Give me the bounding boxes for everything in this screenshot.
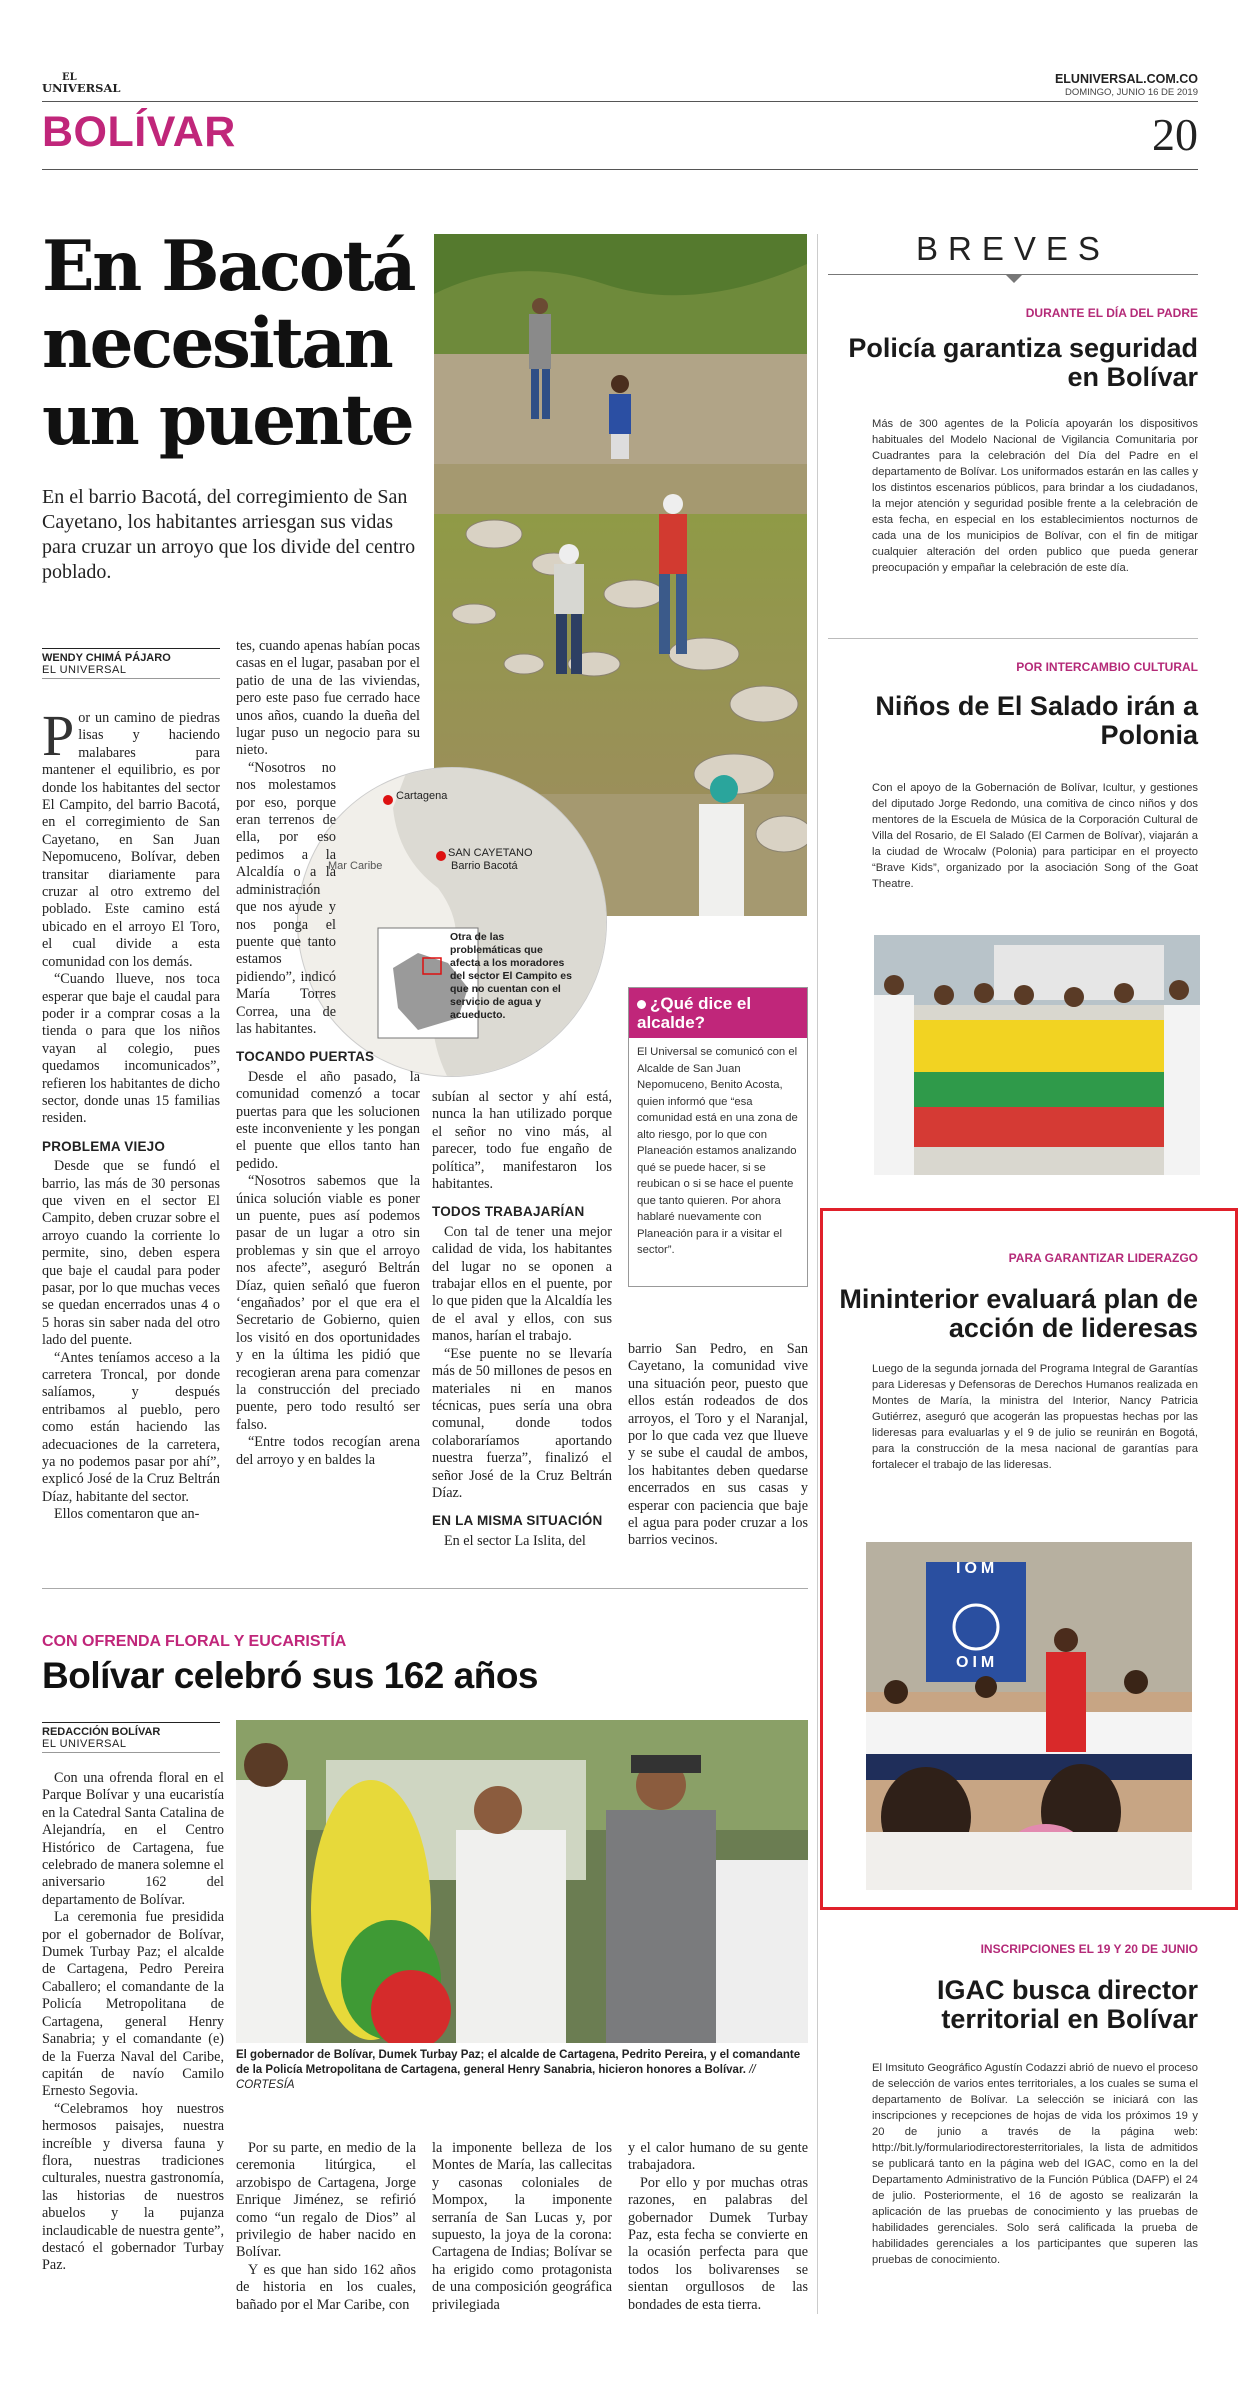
paragraph: En el sector La Islita, del: [444, 1532, 586, 1549]
page-number: 20: [1152, 109, 1198, 160]
photo-credit: // CORTESÍA: [236, 2064, 756, 2091]
breve-3-body: Luego de la segunda jornada del Programa Integral de Garantías para Lideresas y Defensoras de Derechos Humanos realizada en Montes de María, la ministra del Interior, Nancy Patricia Gutiérrez, aseguró que acogerán las propuestas hechas por las lideresas para evaluarlas y el 9 de julio se reunirán en Bogotá, para la construcción de la mesa nacional de garantías para fortalecer el trabajo de las lideresas.: [872, 1363, 1198, 1471]
paragraph: Por su parte, en medio de la ceremonia litúrgica, el arzobispo de Cartagena, Jorge Enrique Jiménez, se refirió como “un regalo de Dios” al privilegio de haber nacido en Bolívar.: [236, 2140, 416, 2261]
paragraph: subían al sector y ahí está, nunca la han utilizado porque el señor no vino más, al parecer, todo fue engaño de política”, manifestaron los habitantes.: [432, 1089, 612, 1193]
map-sea-label: Mar Caribe: [328, 860, 383, 872]
paragraph: Desde que se fundó el barrio, las más de 30 personas que viven en el sector El Campito, deben cruzar sobre el arroyo cuando la corriente lo permite, sino, deben espera que baje el caudal para poder pasar, por lo que muchas veces se quedan encerrados unas 4 o 5 horas sin saber nada del otro lado del puente.: [42, 1158, 220, 1349]
breve-4-title: IGAC busca director territorial en Bolívar: [936, 1975, 1198, 2034]
paragraph: barrio San Pedro, en San Cayetano, la comunidad vive una situación peor, puesto que ellos están rodeados de dos arroyos, el Toro y el Naranjal, por lo que cada vez que llueve y se sube el caudal de ambos, los habitantes deben quedarse encerrados en sus casas y esperar con paciencia que baje el agua para poder cruzar a los barrios vecinos.: [628, 1341, 808, 1549]
paragraph: “Cuando llueve, nos toca esperar que baje el caudal para poder ir a comprar cosas a la tienda o para que los niños vayan al colegio, pues quedamos incomunicados”, refieren los habitantes de dicho sector, donde unas 15 familias residen.: [42, 971, 220, 1127]
second-story-col-1: [42, 1770, 224, 2275]
paragraph: “Nosotros sabemos que la única solución viable es poner un puente, pues así podemos pasar de un lugar a otro sin problemas y sin que el arroyo nos afecte”, aseguró Beltrán Díaz, quien señaló que fueron ‘engañados’ por el que era el Secretario de Gobierno, quien los visitó en dos oportunidades y en la última les pidió que recogieran arena para comenzar la construcción del preciado puente, pero todo resultó ser falso.: [236, 1173, 420, 1433]
paragraph: Con una ofrenda floral en el Parque Bolívar y una eucaristía en la Catedral Santa Catalina de Alejandría, en el Centro Histórico de Cartagena, fue celebrado de manera solemne el aniversario 162 del departamento de Bolívar.: [42, 1770, 224, 1908]
mininterior-event-photo: [866, 1542, 1192, 1890]
breve-4-tag: INSCRIPCIONES EL 19 Y 20 DE JUNIO: [980, 1942, 1198, 1956]
mayor-sidebar-header: [629, 988, 807, 1038]
section-rule: [42, 169, 1198, 170]
issue-date: DOMINGO, JUNIO 16 DE 2019: [1064, 87, 1198, 98]
breve-1-tag: DURANTE EL DÍA DEL PADRE: [1025, 306, 1198, 320]
column-divider: [817, 234, 818, 2314]
paragraph: la imponente belleza de los Montes de María, las callecitas y casonas coloniales de Mompox, la imponente serranía de San Lucas y, por supuesto, la joya de la corona: Cartagena de Indias; Bolívar se ha erigido como protagonista de una composición geográfica privilegiada: [432, 2140, 612, 2313]
el-salado-children-photo: [874, 935, 1200, 1175]
second-byline: [42, 1722, 220, 1753]
paragraph: “Celebramos hoy nuestros hermosos paisajes, nuestra increíble y diversa fauna y flora, nuestras tradiciones culturales, nuestra gastronomía, las historias de nuestros abuelos y la pujanza inclaudicable de nuestra gente”, destacó el gobernador Turbay Paz.: [42, 2100, 224, 2274]
caption-text: El gobernador de Bolívar, Dumek Turbay Paz; el alcalde de Cartagena, Pedrito Pereira, y el comandante de la Policía Metropolitana de Cartagena, general Henry Sanabria, hicieron honores a Bolívar.: [236, 2049, 801, 2076]
iom-banner-bottom: OIM: [956, 1654, 999, 1671]
main-dek: En el barrio Bacotá, del corregimiento de San Cayetano, los habitantes arriesgan sus vidas para cruzar un arroyo que los divide del centro poblado.: [42, 486, 416, 583]
drop-cap: P: [42, 703, 75, 768]
paragraph: Ellos comentaron que an-: [54, 1506, 200, 1523]
subhead: EN LA MISMA SITUACIÓN: [432, 1513, 603, 1529]
paragraph: La ceremonia fue presidida por el gobernador de Bolívar, Dumek Turbay Paz; el alcalde de Cartagena, Pedro Pereira Caballero; el comandante de la Policía Metropolitana de Cartagena, general Henry Sanabria; y el comandante (e) de la Fuerza Naval del Caribe, capitán de navío Camilo Ernesto Segovia.: [42, 1909, 224, 2100]
logo: [42, 72, 120, 94]
breves-header: BREVES: [916, 230, 1110, 267]
mayor-sidebar-body: El Universal se comunicó con el Alcalde de San Juan Nepomuceno, Benito Acosta, quien informó que “esa comunidad está en una zona de alto riesgo, por lo que con Planeación estamos analizando qué se puede hacer, si se reubican o si se hace el puente que tanto quieren. Por ahora hablaré nuevamente con Planeación para ir a visitar el sector”.: [637, 1046, 798, 1256]
second-kicker: CON OFRENDA FLORAL Y EUCARISTÍA: [42, 1633, 347, 1650]
map-city-san-cayetano: SAN CAYETANO: [448, 847, 533, 859]
breve-1-title: Policía garantiza seguridad en Bolívar: [848, 333, 1198, 392]
main-byline: [42, 648, 220, 679]
paragraph: y el calor humano de su gente trabajadora.: [628, 2140, 808, 2174]
section-title: BOLÍVAR: [42, 108, 236, 156]
bullet-icon: [637, 1000, 646, 1009]
byline-source: EL UNIVERSAL: [42, 1738, 127, 1750]
breve-divider: [828, 638, 1198, 639]
paragraph: Y es que han sido 162 años de historia en los cuales, bañado por el Mar Caribe, con: [236, 2261, 416, 2313]
paragraph: “Antes teníamos acceso a la carretera Troncal, por donde salíamos, y después entribamos al pueblo, pero como están haciendo las adecuaciones de la carretera, ya no podemos pasar por ahí”, explicó José de la Cruz Beltrán Díaz, habitante del sector.: [42, 1349, 220, 1505]
second-headline: Bolívar celebró sus 162 años: [42, 1655, 539, 1696]
masthead: [42, 66, 1198, 176]
subhead: TODOS TRABAJARÍAN: [432, 1204, 585, 1220]
site-url[interactable]: ELUNIVERSAL.COM.CO: [1054, 72, 1198, 86]
breve-3-title: Mininterior evaluará plan de acción de lideresas: [839, 1284, 1198, 1343]
breve-2-body: Con el apoyo de la Gobernación de Bolívar, Icultur, y gestiones del diputado Jorge Redondo, una comitiva de cinco niños y dos mentores de la Escuela de Música de la Corporación Cultural de Villa del Rosario, de El Salado (El Carmen de Bolívar), viajarán a la ciudad de Wrocalw (Polonia) para participar en el proyecto “Brave Kids”, organizado por la asociación Song of the Goat Theatre.: [872, 782, 1198, 890]
breve-1-body: Más de 300 agentes de la Policía apoyarán los dispositivos habituales del Modelo Nacional de Vigilancia Comunitaria por Cuadrantes para la celebración del Día del Padre en el departamento de Bolívar. Los uniformados estarán en las calles y los distintos escenarios públicos, para brindar a los ciudadanos, la mejor atención y seguridad posible frente a la celebración de esta fecha, en especial en los establecimientos nocturnos de cada una de los municipios de Bolívar, con el fin de mitigar cualquier alteración del orden publico que pueda generar preocupación y empañar la celebración de este día.: [872, 418, 1198, 574]
breve-4-body: El Imsituto Geográfico Agustín Codazzi abrió de nuevo el proceso de selección de varios entes territoriales, a los cuales se suma el departamento de Bolívar. La selección se iniciará con las inscripciones y recepciones de hojas de vida los próximos 19 y 20 de junio a través de la página web: http://bit.ly/formulariodirectoresterritoriales, la lista de admitidos se publicará tanto en la página web del IGAC, como en la del Departamento Administrativo de la Función Pública (DAFP) el 24 de julio. Posteriormente, el 16 de agosto se realizarán la aplicación de las pruebas de conocimiento y las pruebas de habilidades gerenciales. Solo será calificada la prueba de habilidades gerenciales a los participantes que superen las pruebas de conocimiento.: [872, 2062, 1198, 2266]
iom-banner-top: IOM: [956, 1560, 999, 1577]
second-story-col-3: [432, 2140, 612, 2314]
story-divider: [42, 1588, 808, 1589]
main-story-col-2: [236, 638, 420, 1469]
masthead-rule: [42, 101, 1198, 102]
paragraph: “Entre todos recogían arena del arroyo y en baldes la: [236, 1434, 420, 1468]
main-headline: En Bacotá necesitan un puente: [42, 226, 414, 461]
map-caption: Otra de las problemáticas que afecta a los moradores del sector El Campito es que no cuentan con el servicio de agua y acueducto.: [450, 931, 572, 1021]
logo-top: EL: [62, 72, 77, 83]
map-barrio: Barrio Bacotá: [451, 860, 518, 872]
chevron-down-icon: [1005, 274, 1023, 283]
main-story-col-3: [432, 1089, 612, 1550]
map-city-cartagena: Cartagena: [396, 790, 448, 802]
main-story-col-1: [42, 703, 220, 1524]
breve-2-title: Niños de El Salado irán a Polonia: [875, 691, 1198, 750]
second-story-col-4: [628, 2140, 808, 2314]
breve-2-tag: POR INTERCAMBIO CULTURAL: [1016, 660, 1198, 674]
paragraph: “Nosotros no nos molestamos por eso, porque eran terrenos de ella, por eso pedimos a la Alcaldía o a la administración que nos ayude y nos ponga el puente que tanto estamos pidiendo”, indicó María Torres Correa, una de las habitantes.: [236, 759, 336, 1037]
subhead: TOCANDO PUERTAS: [236, 1049, 375, 1065]
paragraph: Por un camino de piedras lisas y haciendo malabares para mantener el equilibrio, es por donde los habitantes del sector El Campito, del barrio Bacotá, en el corregimiento de San Cayetano, en San Juan Nepomuceno, Bolívar, deben transitar diariamente para cruzar al otro extremo del poblado. Este camino está ubicado en el arroyo El Toro, el cual divide a esta comunidad con los demás.: [42, 703, 220, 970]
paragraph: Con tal de tener una mejor calidad de vida, los habitantes del lugar no se oponen a trabajar ellos en el puente, por lo que piden que la Alcaldía les de el aval y ellos, con sus manos, harían el trabajo.: [432, 1223, 612, 1345]
paragraph: tes, cuando apenas habían pocas casas en el lugar, pasaban por el patio de una de las viviendas, pero este paso fue cerrado hace unos años, cuando la dueña del lugar puso un negocio para su nieto.: [236, 638, 420, 759]
byline-source: EL UNIVERSAL: [42, 664, 127, 676]
subhead: PROBLEMA VIEJO: [42, 1138, 166, 1154]
byline-name: REDACCIÓN BOLÍVAR: [42, 1726, 161, 1738]
byline-name: WENDY CHIMÁ PÁJARO: [42, 652, 171, 664]
mayor-sidebar-title: ¿Qué dice el alcalde?: [637, 994, 752, 1032]
mayor-sidebar: [628, 987, 808, 1287]
ceremony-photo-caption: [236, 2048, 808, 2093]
paragraph: Por ello y por muchas otras razones, en palabras del gobernador Dumek Turbay Paz, esta fecha se convierte en la ocasión perfecta para que todos los bolivarenses se sientan orgullosos de las bondades de esta tierra.: [628, 2174, 808, 2313]
second-story-col-2: [236, 2140, 416, 2314]
logo-bottom: UNIVERSAL: [42, 81, 121, 95]
paragraph: Desde el año pasado, la comunidad comenzó a tocar puertas para que les solucionen este inconveniente y les pongan el puente que ellos tanto han pedido.: [236, 1068, 420, 1172]
breve-3-tag: PARA GARANTIZAR LIDERAZGO: [1008, 1251, 1198, 1265]
main-story-col-4: [628, 1341, 808, 1550]
ceremony-photo: [236, 1720, 808, 2043]
paragraph: “Ese puente no se llevaría más de 50 millones de pesos en materiales ni en manos técnicas, pues sería una obra comunal, donde todos colaboraríamos aportando nuestra fuerza”, finalizó el señor José de la Cruz Beltrán Díaz.: [432, 1345, 612, 1501]
